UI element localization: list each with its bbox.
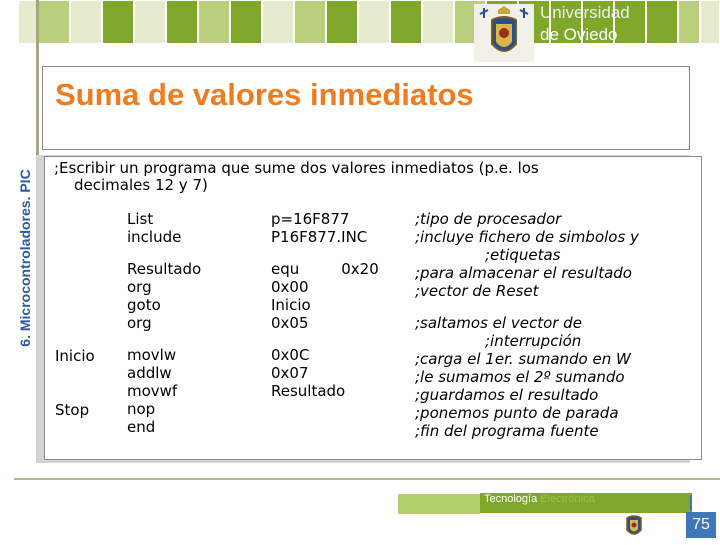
footer-divider (14, 478, 720, 480)
university-name-line1: Universidad (540, 3, 630, 22)
header-square (38, 0, 70, 44)
header-square (166, 0, 198, 44)
intro-line: ;Escribir un programa que sume dos valores inmediatos (p.e. los (54, 159, 539, 177)
comment: ;interrupción (485, 332, 582, 350)
mnemonic: addlw (127, 364, 172, 382)
header-square (422, 0, 454, 44)
comment: ;ponemos punto de parada (415, 404, 619, 422)
operand: 0x07 (271, 364, 309, 382)
operand: 0x00 (271, 278, 309, 296)
university-name (540, 2, 630, 46)
mnemonic: org (127, 314, 152, 332)
title-box (42, 66, 690, 150)
mnemonic: movwf (127, 382, 178, 400)
mnemonic: List (127, 210, 154, 228)
operand: p=16F877 (271, 210, 350, 228)
page-number: 75 (686, 512, 716, 538)
comment: ;tipo de procesador (415, 210, 562, 228)
mnemonic: include (127, 228, 182, 246)
label-inicio: Inicio (55, 347, 95, 365)
comment: ;le sumamos el 2º sumando (415, 368, 625, 386)
header-square (134, 0, 166, 44)
mnemonic: end (127, 418, 156, 436)
comment: ;vector de Reset (415, 282, 539, 300)
footer-text-part1: Tecnología (484, 493, 541, 505)
labels-column (55, 347, 95, 419)
footer-text-part2: Electrónica (540, 493, 595, 505)
header-square (230, 0, 262, 44)
footer-band-light (398, 493, 480, 514)
footer-text (484, 493, 595, 505)
mnemonic: org (127, 278, 152, 296)
mnemonic: nop (127, 400, 156, 418)
header-square (70, 0, 102, 44)
operand-equ-line (271, 260, 379, 278)
side-label-text: 6. Microcontroladores. PIC (17, 169, 33, 347)
intro-line: decimales 12 y 7) (74, 176, 208, 194)
university-name-line2: de Oviedo (540, 25, 618, 44)
operand: 0x0C (271, 346, 310, 364)
mnemonic: goto (127, 296, 161, 314)
footer-tick (690, 495, 692, 511)
footer-logo (618, 510, 650, 540)
header-square (678, 0, 700, 44)
header-square (198, 0, 230, 44)
comment: ;fin del programa fuente (415, 422, 599, 440)
university-logo (474, 4, 534, 62)
side-label (1, 169, 33, 347)
comment: ;saltamos el vector de (415, 314, 582, 332)
label-stop: Stop (55, 401, 90, 419)
operand: 0x05 (271, 314, 309, 332)
comments-column (415, 210, 639, 440)
operand: Inicio (271, 296, 311, 314)
header-square (294, 0, 326, 44)
slide-title: Suma de valores inmediatos (55, 77, 474, 112)
operand-equ-value: 0x20 (341, 260, 379, 278)
header-square (18, 0, 38, 44)
intro-text (54, 160, 674, 194)
operand: Resultado (271, 382, 346, 400)
comment: ;guardamos el resultado (415, 386, 599, 404)
header-square (326, 0, 358, 44)
comment: ;carga el 1er. sumando en W (415, 350, 631, 368)
mnemonics-column (127, 210, 201, 436)
operand: P16F877.INC (271, 228, 368, 246)
operand: equ (271, 260, 300, 278)
header-square (700, 0, 720, 44)
mnemonic: Resultado (127, 260, 202, 278)
header-square (102, 0, 134, 44)
header-square (262, 0, 294, 44)
comment: ;para almacenar el resultado (415, 264, 632, 282)
comment: ;etiquetas (485, 246, 561, 264)
comment: ;incluye fichero de simbolos y (415, 228, 639, 246)
operands-column (271, 210, 379, 400)
mnemonic: movlw (127, 346, 177, 364)
header-square (358, 0, 390, 44)
header-square (646, 0, 678, 44)
header-square (390, 0, 422, 44)
